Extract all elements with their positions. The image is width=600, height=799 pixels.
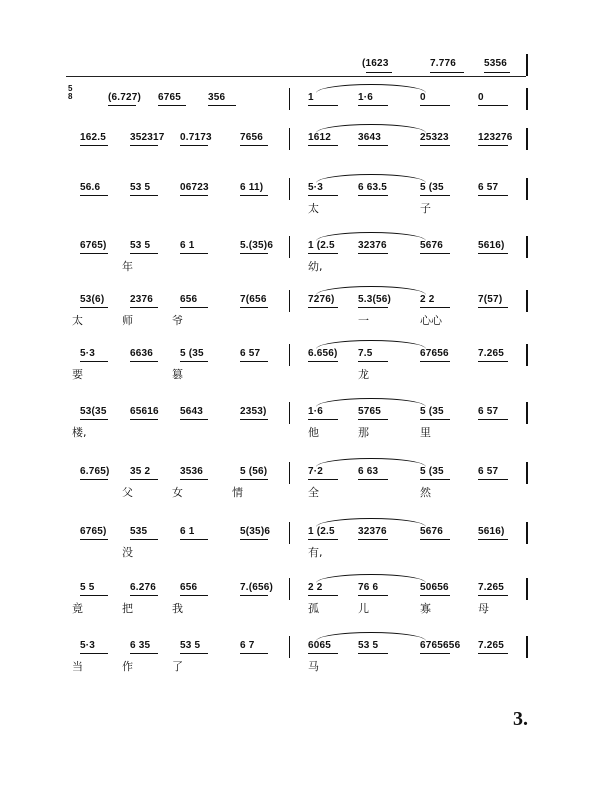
notation-cell: 0 <box>420 92 426 103</box>
lyric-syllable: 太 <box>308 202 319 215</box>
notation-cell: 56.6 <box>80 182 101 193</box>
notation-cell: 6 1 <box>180 526 195 537</box>
barline <box>526 522 528 544</box>
notation-cell: 5 (35 <box>420 182 444 193</box>
notation-cell: 7656 <box>240 132 264 143</box>
notation-cell: 656 <box>180 294 198 305</box>
score-line <box>0 178 600 238</box>
notation-cell: 1 <box>308 92 314 103</box>
notation-cell: 5616) <box>478 526 505 537</box>
notation-cell: 67656 <box>420 348 449 359</box>
notation-cell: 6765656 <box>420 640 461 651</box>
notation-cell: 32376 <box>358 526 387 537</box>
notation-cell: 5.3(56) <box>358 294 392 305</box>
barline <box>526 88 528 110</box>
notation-cell: 1 (2.5 <box>308 526 335 537</box>
notation-cell: 6765) <box>80 240 107 251</box>
barline <box>289 178 290 200</box>
notation-cell: 7(57) <box>478 294 503 305</box>
notation-cell: 5616) <box>478 240 505 251</box>
lyric-syllable: 龙 <box>358 368 369 381</box>
barline <box>526 54 528 76</box>
score-line <box>0 462 600 522</box>
notation-cell: 5.(35)6 <box>240 240 274 251</box>
barline <box>526 128 528 150</box>
notation-cell: 6 63 <box>358 466 379 477</box>
notation-cell: 6 57 <box>478 406 499 417</box>
lyric-syllable: 母 <box>478 602 489 615</box>
notation-cell: 7.(656) <box>240 582 274 593</box>
score-line <box>0 578 600 638</box>
notation-cell: 5676 <box>420 526 444 537</box>
barline <box>526 290 528 312</box>
barline <box>289 236 290 258</box>
notation-cell: 5(35)6 <box>240 526 271 537</box>
barline <box>526 344 528 366</box>
score-line <box>0 236 600 296</box>
notation-cell: 656 <box>180 582 198 593</box>
notation-cell: 6765 <box>158 92 182 103</box>
notation-cell: 5 (35 <box>420 406 444 417</box>
lyric-syllable: 没 <box>122 546 133 559</box>
lyric-syllable: 马 <box>308 660 319 673</box>
notation-cell: 6065 <box>308 640 332 651</box>
slur-mark <box>316 84 426 93</box>
barline <box>289 290 290 312</box>
barline <box>289 402 290 424</box>
barline <box>526 236 528 258</box>
notation-cell: 6 7 <box>240 640 255 651</box>
notation-cell: 5643 <box>180 406 204 417</box>
page-number: 3. <box>513 708 528 730</box>
notation-cell: 535 <box>130 526 148 537</box>
lyric-syllable: 把 <box>122 602 133 615</box>
system-separator <box>66 76 526 77</box>
lyric-syllable: 心心 <box>420 314 442 327</box>
header-cell: 5356 <box>484 58 508 69</box>
score-line <box>0 636 600 696</box>
lyric-syllable: 爷 <box>172 314 183 327</box>
notation-cell: 5·3 <box>308 182 324 193</box>
lyric-syllable: 要 <box>72 368 83 381</box>
notation-cell: 53 5 <box>180 640 201 651</box>
notation-cell: 7.265 <box>478 348 505 359</box>
notation-cell: 6 11) <box>240 182 264 193</box>
notation-cell: 35 2 <box>130 466 151 477</box>
lyric-syllable: 篡 <box>172 368 183 381</box>
score-line <box>0 522 600 582</box>
lyric-syllable: 情 <box>232 486 243 499</box>
notation-cell: 6 57 <box>478 466 499 477</box>
lyric-syllable: 当 <box>72 660 83 673</box>
lyric-syllable: 寡 <box>420 602 431 615</box>
notation-cell: 1·6 <box>308 406 324 417</box>
notation-cell: 6 35 <box>130 640 151 651</box>
lyric-syllable: 年 <box>122 260 133 273</box>
lyric-syllable: 父 <box>122 486 133 499</box>
notation-cell: 7.265 <box>478 640 505 651</box>
score-line <box>0 344 600 404</box>
notation-cell: 3643 <box>358 132 382 143</box>
notation-cell: 6765) <box>80 526 107 537</box>
lyric-syllable: 太 <box>72 314 83 327</box>
notation-cell: 352317 <box>130 132 165 143</box>
barline <box>289 344 290 366</box>
score-line <box>0 402 600 462</box>
header-cell: (1623 <box>362 58 389 69</box>
notation-cell: (6.727) <box>108 92 142 103</box>
lyric-syllable: 作 <box>122 660 133 673</box>
notation-cell: 5·3 <box>80 640 96 651</box>
time-signature: 5 8 <box>68 84 73 101</box>
notation-cell: 5 (35 <box>420 466 444 477</box>
notation-cell: 53 5 <box>130 182 151 193</box>
barline <box>526 178 528 200</box>
lyric-syllable: 儿 <box>358 602 369 615</box>
lyric-syllable: 那 <box>358 426 369 439</box>
notation-cell: 1 (2.5 <box>308 240 335 251</box>
notation-cell: 6.656) <box>308 348 338 359</box>
notation-cell: 5765 <box>358 406 382 417</box>
notation-cell: 50656 <box>420 582 449 593</box>
notation-cell: 65616 <box>130 406 159 417</box>
notation-cell: 7(656 <box>240 294 267 305</box>
lyric-syllable: 幼, <box>308 260 323 273</box>
lyric-syllable: 竟 <box>72 602 83 615</box>
score-line <box>0 290 600 350</box>
notation-cell: 6.765) <box>80 466 110 477</box>
notation-cell: 2376 <box>130 294 154 305</box>
notation-cell: 0 <box>478 92 484 103</box>
barline <box>289 88 290 110</box>
notation-cell: 5·3 <box>80 348 96 359</box>
barline <box>289 522 290 544</box>
notation-cell: 6636 <box>130 348 154 359</box>
lyric-syllable: 女 <box>172 486 183 499</box>
notation-cell: 1612 <box>308 132 332 143</box>
lyric-syllable: 他 <box>308 426 319 439</box>
lyric-syllable: 师 <box>122 314 133 327</box>
notation-cell: 06723 <box>180 182 209 193</box>
notation-cell: 53(35 <box>80 406 107 417</box>
lyric-syllable: 我 <box>172 602 183 615</box>
barline <box>289 578 290 600</box>
notation-cell: 6 1 <box>180 240 195 251</box>
notation-cell: 6 57 <box>478 182 499 193</box>
notation-cell: 5 (35 <box>180 348 204 359</box>
notation-cell: 2 2 <box>308 582 323 593</box>
notation-cell: 7·2 <box>308 466 324 477</box>
lyric-syllable: 里 <box>420 426 431 439</box>
notation-cell: 53 5 <box>358 640 379 651</box>
notation-cell: 162.5 <box>80 132 107 143</box>
barline <box>526 636 528 658</box>
notation-cell: 5 5 <box>80 582 95 593</box>
lyric-syllable: 有, <box>308 546 323 559</box>
notation-cell: 6 57 <box>240 348 261 359</box>
notation-cell: 5 (56) <box>240 466 268 477</box>
barline <box>289 636 290 658</box>
lyric-syllable: 然 <box>420 486 431 499</box>
notation-cell: 6 63.5 <box>358 182 388 193</box>
notation-cell: 7.265 <box>478 582 505 593</box>
notation-cell: 0.7173 <box>180 132 212 143</box>
notation-cell: 356 <box>208 92 226 103</box>
notation-cell: 123276 <box>478 132 513 143</box>
barline <box>289 128 290 150</box>
notation-cell: 7276) <box>308 294 335 305</box>
notation-cell: 2353) <box>240 406 267 417</box>
notation-cell: 7.5 <box>358 348 373 359</box>
notation-cell: 1·6 <box>358 92 374 103</box>
lyric-syllable: 楼, <box>72 426 87 439</box>
notation-cell: 76 6 <box>358 582 379 593</box>
notation-cell: 3536 <box>180 466 204 477</box>
header-cell: 7.776 <box>430 58 457 69</box>
lyric-syllable: 了 <box>172 660 183 673</box>
notation-cell: 25323 <box>420 132 449 143</box>
lyric-syllable: 孤 <box>308 602 319 615</box>
notation-cell: 6.276 <box>130 582 157 593</box>
lyric-syllable: 子 <box>420 202 431 215</box>
lyric-syllable: 一 <box>358 314 369 327</box>
barline <box>289 462 290 484</box>
barline <box>526 578 528 600</box>
barline <box>526 462 528 484</box>
lyric-syllable: 全 <box>308 486 319 499</box>
barline <box>526 402 528 424</box>
notation-cell: 53(6) <box>80 294 105 305</box>
notation-cell: 53 5 <box>130 240 151 251</box>
notation-cell: 5676 <box>420 240 444 251</box>
notation-cell: 32376 <box>358 240 387 251</box>
notation-cell: 2 2 <box>420 294 435 305</box>
